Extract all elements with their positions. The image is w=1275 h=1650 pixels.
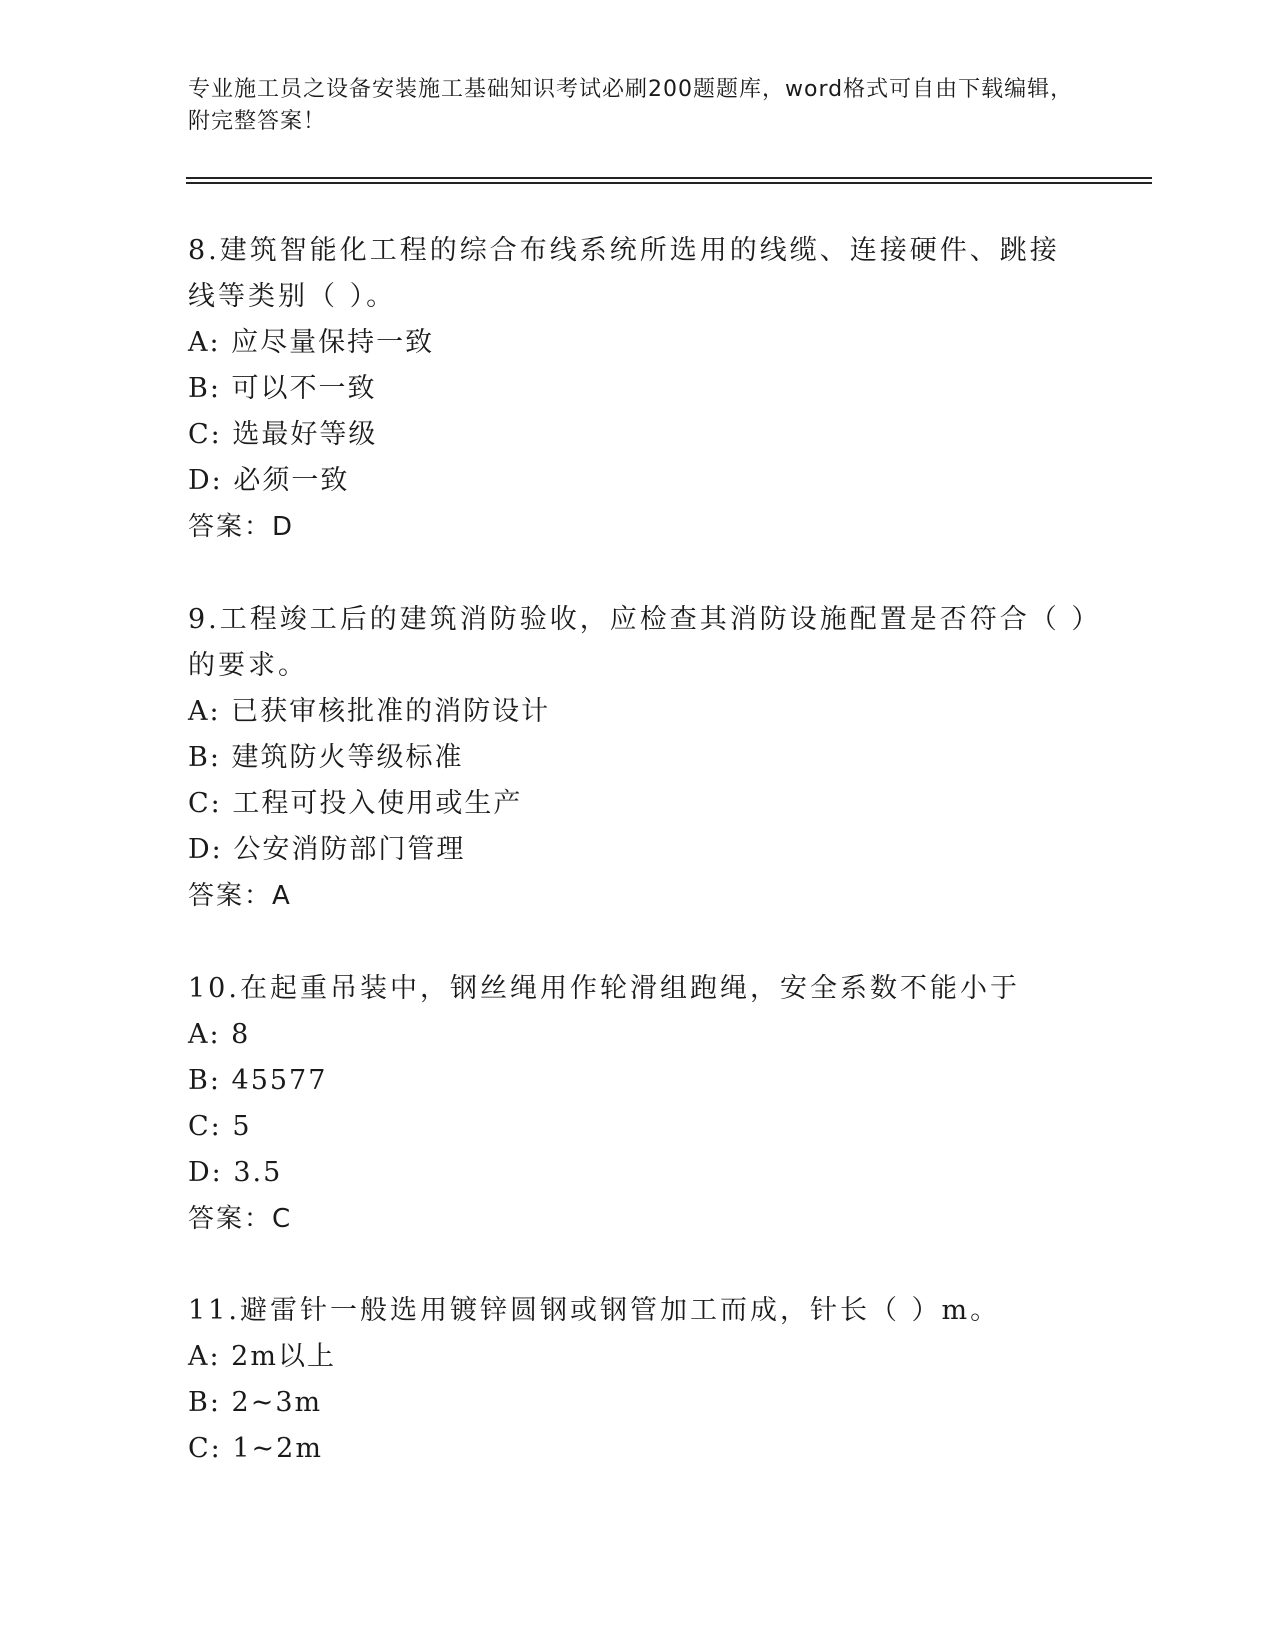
answer: 答案：D: [188, 512, 295, 542]
header-divider-top: [186, 177, 1152, 179]
option-c: C: 选最好等级: [188, 419, 378, 450]
question-stem: 11.避雷针一般选用镀锌圆钢或钢管加工而成，针长（ ）m。: [188, 1295, 1001, 1326]
option-b: B: 45577: [188, 1065, 328, 1096]
option-a: A: 2m以上: [188, 1341, 336, 1372]
answer: 答案：A: [188, 881, 292, 911]
option-c: C: 1~2m: [188, 1433, 323, 1464]
option-d: D: 公安消防部门管理: [188, 834, 466, 865]
option-d: D: 必须一致: [188, 465, 350, 496]
option-a: A: 应尽量保持一致: [188, 327, 435, 358]
option-b: B: 2~3m: [188, 1387, 323, 1418]
question-stem: 9.工程竣工后的建筑消防验收，应检查其消防设施配置是否符合（ ）的要求。: [188, 604, 1088, 681]
question-stem: 8.建筑智能化工程的综合布线系统所选用的线缆、连接硬件、跳接线等类别（ ）。: [188, 235, 1060, 312]
question-9: [188, 597, 1088, 919]
option-a: A: 已获审核批准的消防设计: [188, 696, 551, 727]
option-c: C: 5: [188, 1111, 252, 1142]
header-divider-bottom: [186, 182, 1152, 184]
question-stem: 10.在起重吊装中，钢丝绳用作轮滑组跑绳，安全系数不能小于: [188, 973, 1020, 1004]
answer: 答案：C: [188, 1204, 293, 1234]
option-d: D: 3.5: [188, 1157, 283, 1188]
option-b: B: 建筑防火等级标准: [188, 742, 464, 773]
question-11: [188, 1288, 1088, 1472]
option-c: C: 工程可投入使用或生产: [188, 788, 523, 819]
document-header: 专业施工员之设备安装施工基础知识考试必刷200题题库，word格式可自由下载编辑，附完整答案！: [188, 77, 1074, 134]
question-8: [188, 228, 1088, 550]
option-a: A: 8: [188, 1019, 251, 1050]
option-b: B: 可以不一致: [188, 373, 377, 404]
question-10: [188, 966, 1088, 1242]
